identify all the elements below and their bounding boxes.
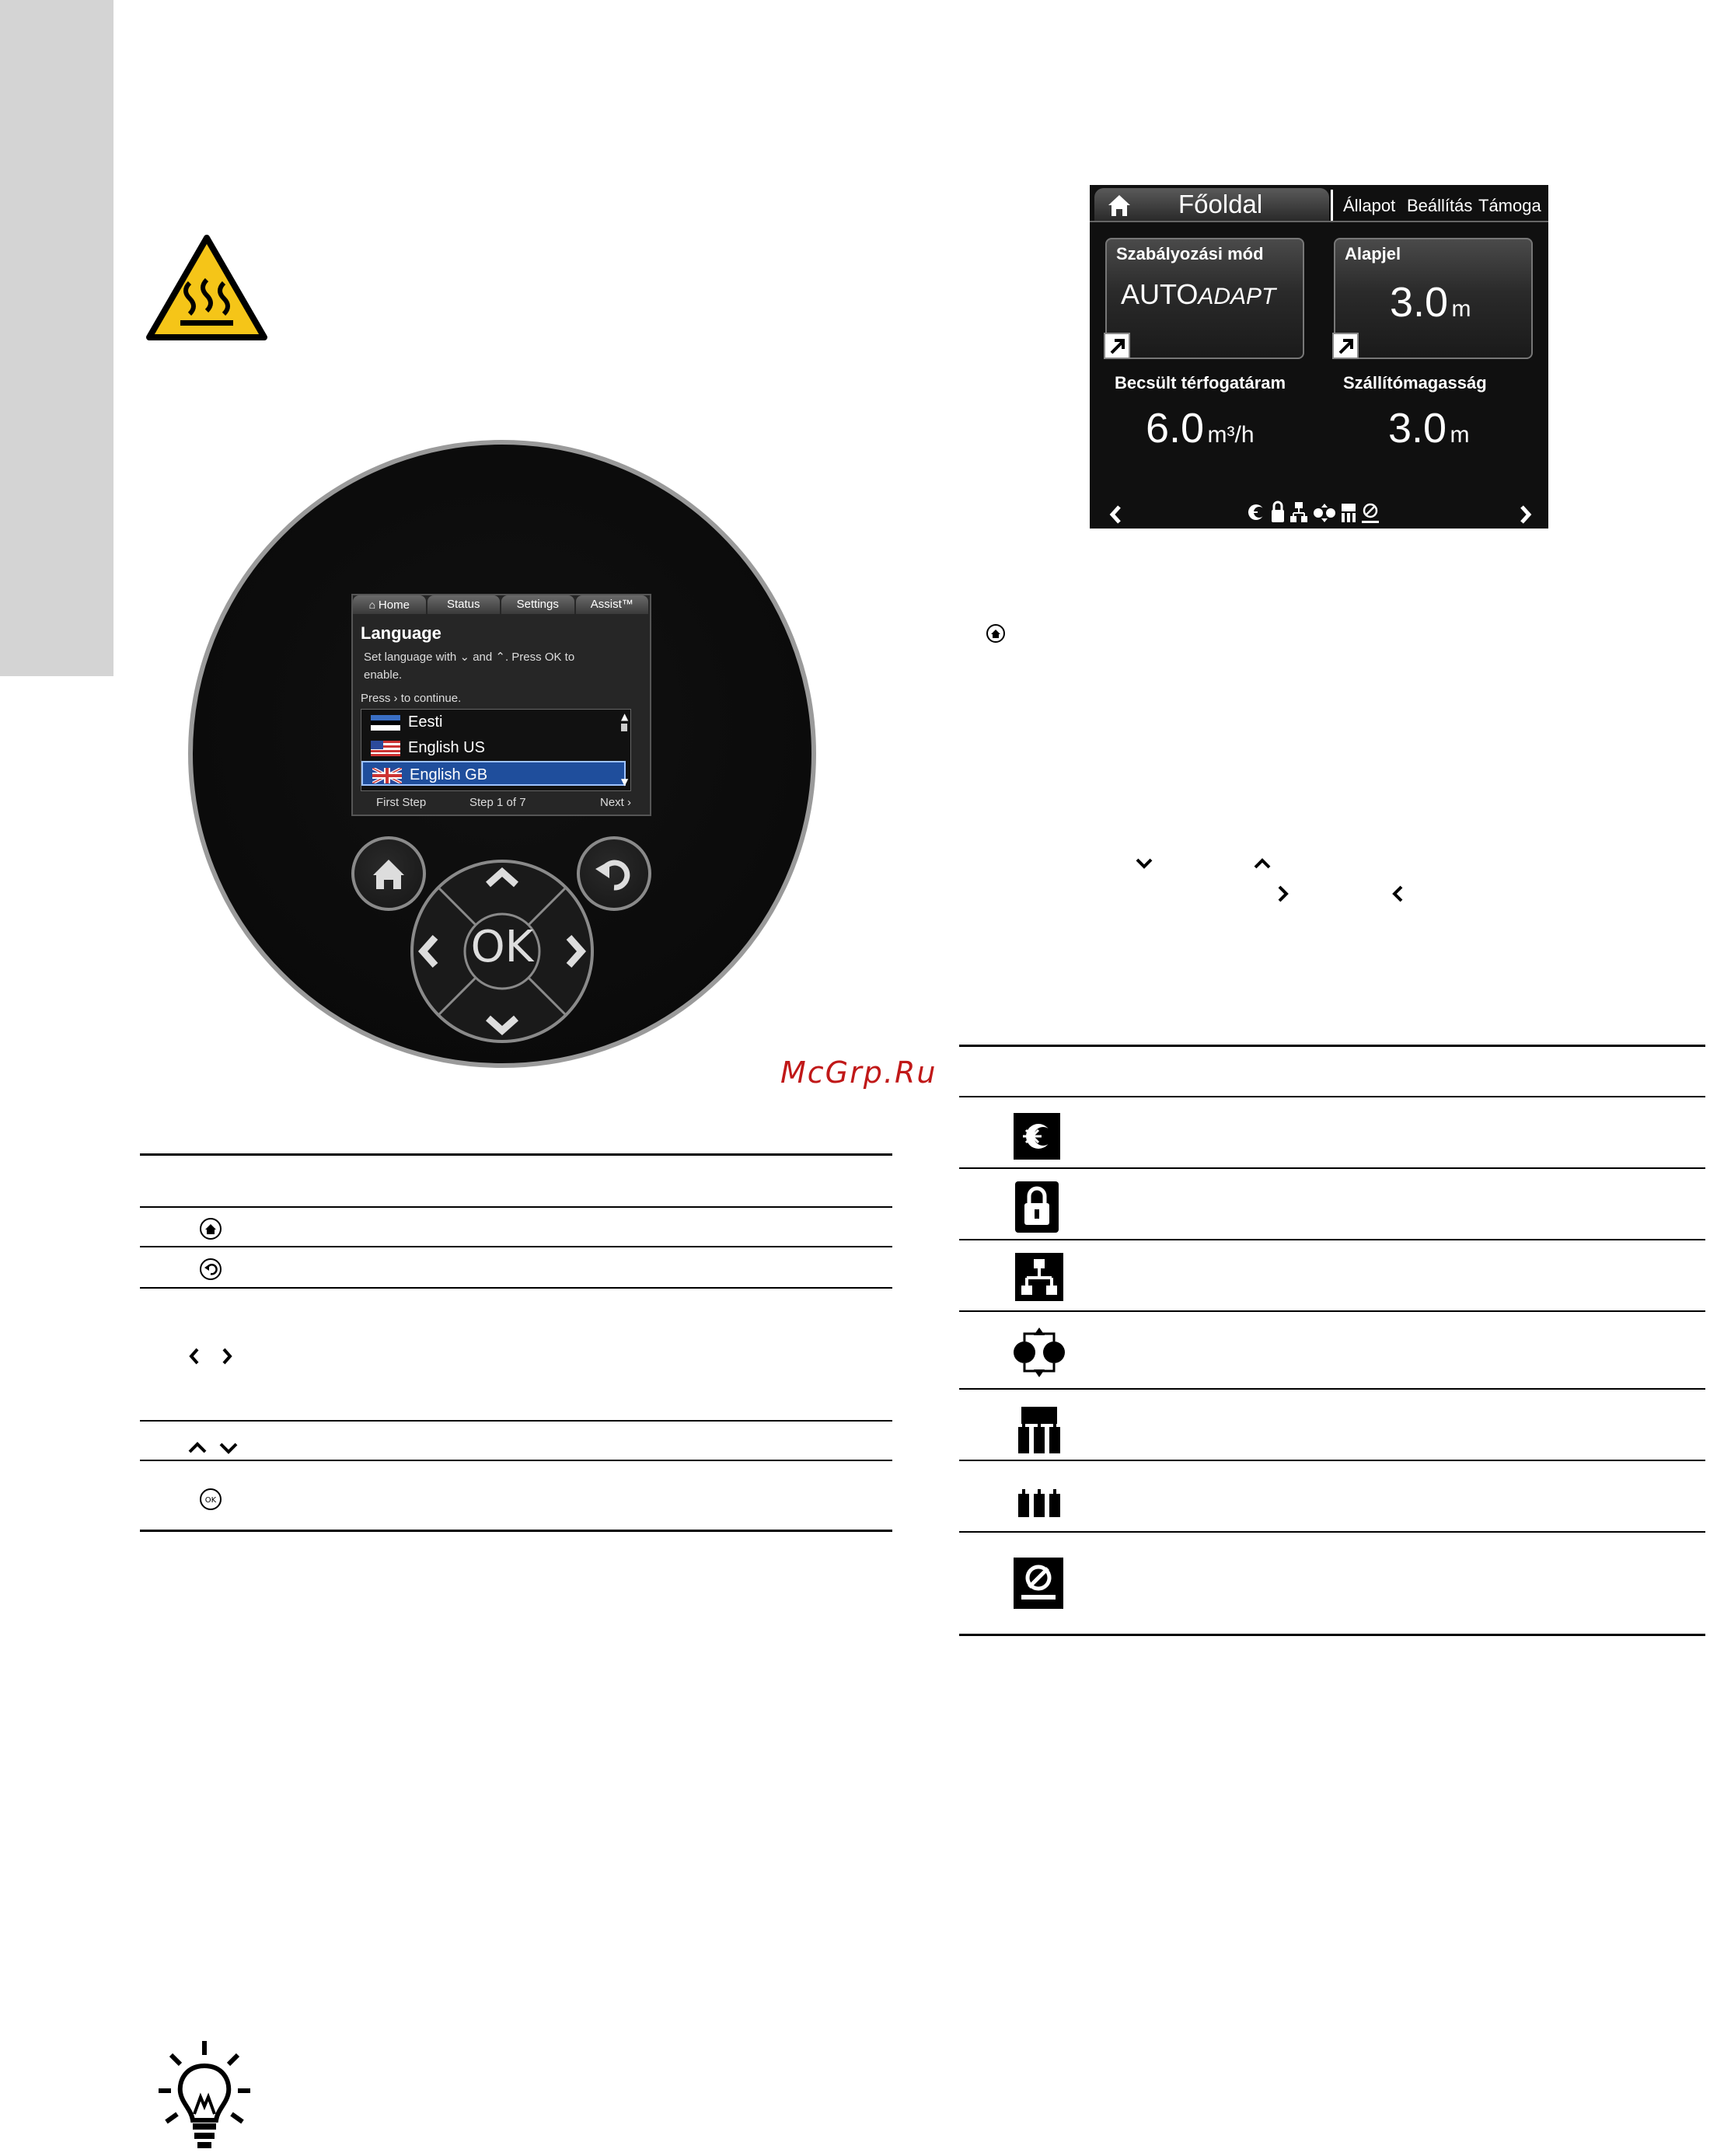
ok-icon — [199, 1488, 222, 1511]
lightbulb-tip-icon — [155, 2036, 253, 2153]
table-rule — [140, 1153, 892, 1156]
panel-footer-left: First Step — [376, 796, 427, 809]
no-stop-icon — [1014, 1558, 1063, 1609]
up-down-arrows-icon — [185, 1438, 241, 1457]
head-value — [1388, 404, 1470, 452]
language-label: Eesti — [408, 713, 443, 731]
head-number: 3.0 — [1388, 405, 1447, 452]
panel-instruction — [364, 650, 574, 664]
panel-instruction-part3: . Press OK to — [504, 651, 575, 664]
lock-icon — [1272, 502, 1284, 522]
up-arrow-icon — [1251, 855, 1273, 872]
uk-flag-icon — [372, 768, 402, 783]
table-rule — [959, 1531, 1705, 1533]
right-chevron-icon: › — [393, 692, 398, 705]
tab-fooldal[interactable] — [1094, 188, 1329, 221]
table-rule — [959, 1634, 1705, 1636]
table-rule — [959, 1167, 1705, 1169]
home-icon — [986, 623, 1006, 644]
multi-pump-master-icon — [1017, 1405, 1062, 1455]
table-rule — [140, 1530, 892, 1532]
panel-press-part2: to continue. — [400, 692, 462, 705]
panel-tabs — [353, 595, 650, 616]
panel-press-text — [361, 692, 461, 705]
table-rule — [140, 1287, 892, 1289]
right-arrow-icon — [1275, 883, 1292, 905]
table-rule — [959, 1096, 1705, 1097]
flow-number: 6.0 — [1146, 405, 1205, 452]
panel-instruction-part1: Set language with — [364, 651, 457, 664]
table-rule — [959, 1239, 1705, 1240]
table-rule — [140, 1460, 892, 1461]
home-icon — [1105, 193, 1133, 218]
back-icon — [199, 1258, 222, 1281]
tab-allapot[interactable]: Állapot — [1343, 196, 1396, 215]
head-label: Szállítómagasság — [1343, 373, 1487, 392]
setpoint-tile[interactable] — [1334, 238, 1533, 359]
language-label: English GB — [410, 766, 488, 783]
night-mode-icon — [1248, 504, 1265, 520]
panel-press-part1: Press — [361, 692, 391, 705]
status-icon-row — [1244, 499, 1399, 525]
twin-pump-icon — [1007, 1324, 1071, 1380]
panel-footer-right[interactable] — [600, 796, 631, 809]
down-arrow-icon — [1133, 855, 1155, 872]
control-mode-value — [1121, 278, 1276, 311]
tab-tamoga[interactable]: Támoga — [1478, 196, 1541, 215]
language-label: English US — [408, 739, 485, 756]
home-screen-display — [1090, 185, 1548, 529]
table-rule — [959, 1388, 1705, 1390]
control-mode-tile[interactable] — [1105, 238, 1304, 359]
ok-button[interactable]: OK — [470, 922, 534, 972]
head-unit: m — [1450, 422, 1470, 448]
panel-tab-home[interactable] — [353, 595, 426, 614]
panel-tab-assist[interactable]: Assist™ — [576, 595, 649, 614]
up-chevron-icon: ⌃ — [495, 651, 505, 664]
no-stop-icon — [1362, 504, 1379, 523]
scroll-up-icon: ▲ — [621, 711, 629, 722]
down-chevron-icon: ⌄ — [459, 651, 470, 664]
panel-footer-center: Step 1 of 7 — [469, 796, 526, 809]
language-list[interactable] — [361, 709, 631, 791]
right-chevron-icon: › — [627, 796, 632, 809]
control-mode-value-italic: ADAPT — [1198, 284, 1276, 309]
home-icon — [199, 1217, 222, 1240]
svg-text:OK: OK — [204, 1496, 217, 1505]
tab-underline — [1090, 221, 1548, 222]
twin-pump-icon — [1314, 504, 1335, 522]
tab-fooldal-label: Főoldal — [1178, 190, 1263, 218]
panel-display — [351, 594, 651, 816]
table-rule — [959, 1310, 1705, 1312]
scroll-down-icon: ▼ — [621, 776, 629, 787]
panel-instruction-part2: and — [473, 651, 493, 664]
network-icon — [1015, 1253, 1063, 1301]
network-icon — [1290, 502, 1307, 522]
sidebar-strip — [0, 0, 113, 676]
table-rule — [140, 1206, 892, 1208]
flow-value — [1146, 404, 1255, 452]
list-scrollbar[interactable] — [621, 711, 629, 787]
left-arrow-icon — [1390, 883, 1407, 905]
tab-divider — [1331, 190, 1333, 221]
flow-label: Becsült térfogatáram — [1115, 373, 1286, 392]
control-mode-value-main: AUTO — [1121, 278, 1199, 310]
home-icon: ⌂ — [368, 598, 379, 611]
panel-tab-home-label: Home — [378, 598, 410, 612]
table-rule — [959, 1460, 1705, 1461]
control-mode-label: Szabályozási mód — [1116, 244, 1264, 263]
night-mode-icon — [1014, 1113, 1060, 1160]
setpoint-label: Alapjel — [1345, 244, 1401, 263]
panel-instruction-line2: enable. — [364, 668, 403, 682]
panel-title: Language — [361, 623, 441, 643]
multi-pump-icon — [1017, 1488, 1062, 1519]
setpoint-number: 3.0 — [1390, 279, 1449, 326]
panel-tab-settings[interactable]: Settings — [501, 595, 574, 614]
table-rule — [140, 1420, 892, 1422]
us-flag-icon — [371, 741, 400, 756]
setpoint-value — [1390, 278, 1471, 326]
language-item-english-us[interactable] — [361, 735, 626, 760]
left-right-arrows-icon — [185, 1345, 236, 1368]
edit-shortcut-icon[interactable] — [1332, 333, 1359, 359]
table-rule — [140, 1246, 892, 1247]
watermark: McGrp.Ru — [780, 1055, 937, 1090]
hot-surface-warning-icon — [145, 233, 269, 342]
scroll-thumb[interactable] — [621, 724, 627, 731]
panel-tab-status[interactable]: Status — [428, 595, 501, 614]
flow-unit: m³/h — [1207, 422, 1255, 448]
lock-icon — [1015, 1181, 1059, 1233]
language-item-english-gb[interactable] — [361, 761, 629, 787]
panel-next-label: Next — [600, 796, 624, 809]
edit-shortcut-icon[interactable] — [1104, 333, 1130, 359]
left-arrow-icon[interactable] — [1108, 504, 1124, 525]
multi-pump-master-icon — [1342, 504, 1356, 522]
estonia-flag-icon — [371, 715, 400, 731]
right-arrow-icon[interactable] — [1517, 504, 1533, 525]
table-rule — [959, 1045, 1705, 1047]
language-item-eesti[interactable] — [361, 710, 626, 734]
tab-beallitas[interactable]: Beállítás — [1407, 196, 1473, 215]
setpoint-unit: m — [1451, 296, 1471, 322]
